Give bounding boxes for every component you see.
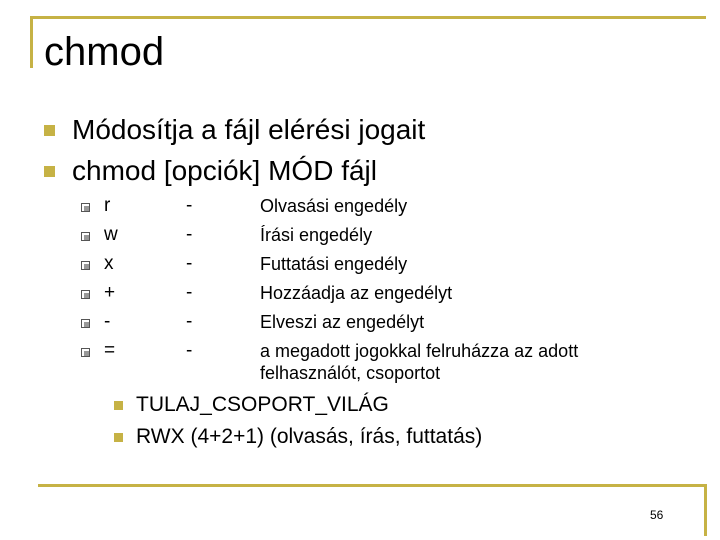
mode-dash: - [186, 340, 193, 361]
mode-symbol: r [104, 195, 111, 216]
mode-symbol: = [104, 340, 116, 361]
bullet-square-icon [44, 125, 55, 136]
frame-left-line [30, 16, 33, 68]
mode-description: Írási engedély [260, 225, 373, 245]
mode-dash: - [186, 224, 193, 245]
frame-top-line [30, 16, 706, 19]
bullet-square-icon [114, 433, 123, 442]
mode-description: Elveszi az engedélyt [260, 312, 425, 332]
sub-bullet-icon [81, 232, 90, 241]
mode-symbol: x [104, 253, 114, 274]
mode-dash: - [186, 195, 193, 216]
sub-bullet-icon [81, 261, 90, 270]
mode-description: a megadott jogokkal felruházza az adott felhasználót, csoportot [260, 341, 579, 383]
mode-dash: - [186, 282, 193, 303]
mode-dash: - [186, 253, 193, 274]
sub-bullet-icon [81, 319, 90, 328]
mode-symbol: + [104, 282, 116, 303]
frame-bottom-line [38, 484, 706, 487]
mode-description: Hozzáadja az engedélyt [260, 283, 453, 303]
sub-bullet-icon [81, 203, 90, 212]
sub-bullet-icon [81, 348, 90, 357]
mode-dash: - [186, 311, 193, 332]
page-number: 56 [650, 508, 664, 522]
mode-description: Futtatási engedély [260, 254, 408, 274]
bullet-square-icon [114, 401, 123, 410]
bullet-syntax: chmod [opciók] MÓD fájl [72, 155, 377, 186]
sub-bullet-icon [81, 290, 90, 299]
bullet-description: Módosítja a fájl elérési jogait [72, 114, 426, 145]
sub-bullet-owner-group-world: TULAJ_CSOPORT_VILÁG [136, 393, 389, 416]
bullet-square-icon [44, 166, 55, 177]
frame-right-line [704, 484, 707, 536]
mode-description: Olvasási engedély [260, 196, 408, 216]
mode-symbol: w [104, 224, 118, 245]
slide-title: chmod [44, 30, 165, 74]
mode-symbol: - [104, 311, 111, 332]
sub-bullet-rwx: RWX (4+2+1) (olvasás, írás, futtatás) [136, 425, 483, 448]
